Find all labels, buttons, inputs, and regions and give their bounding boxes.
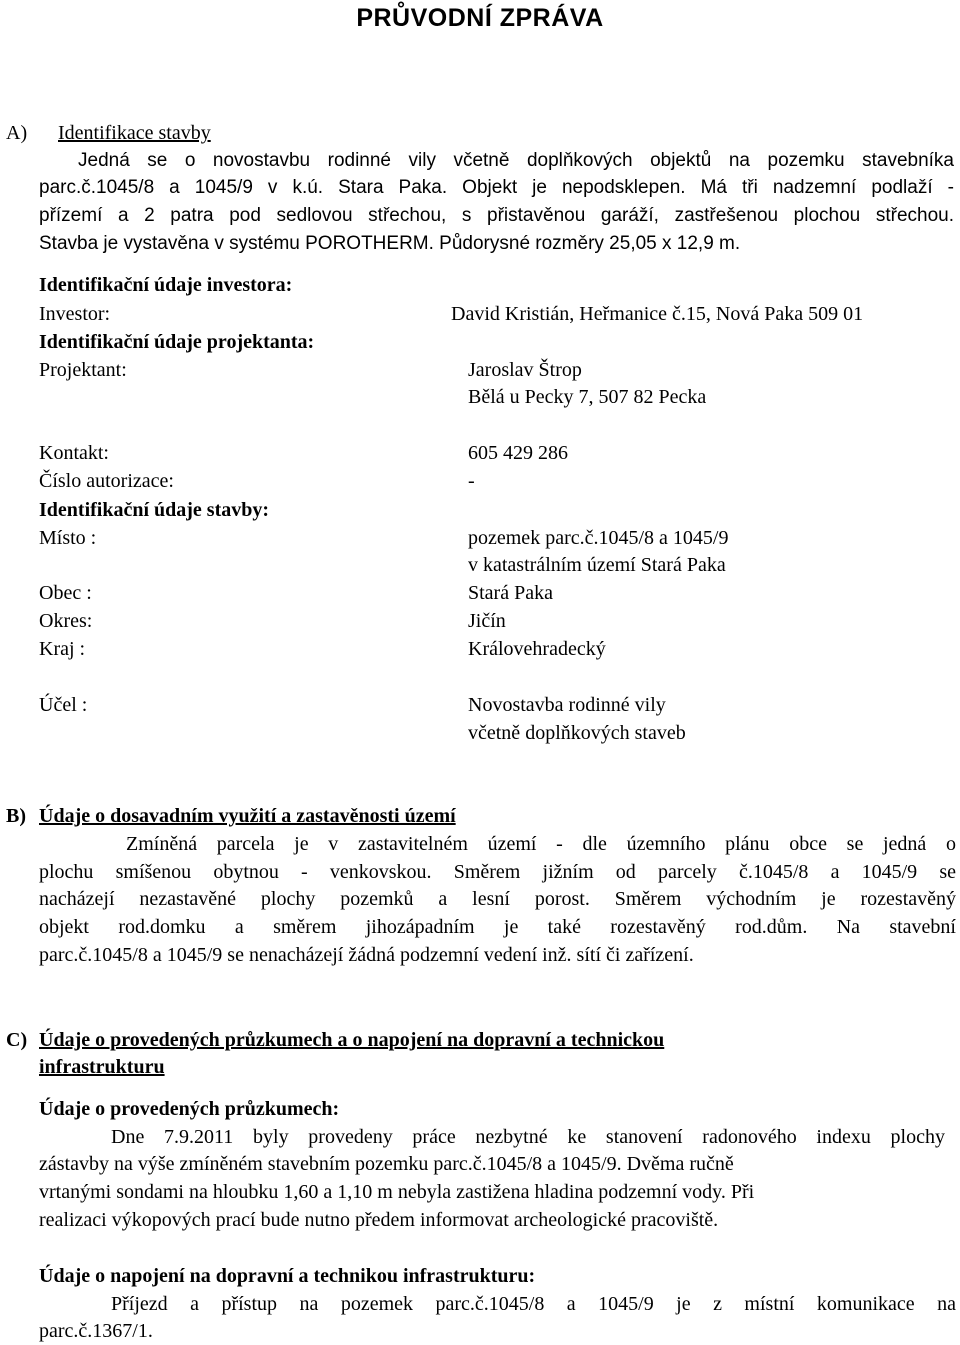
investor-label: Investor: — [39, 303, 111, 325]
designer-label: Projektant: — [39, 359, 127, 381]
section-a-intro-line: Jedná se o novostavbu rodinné vily včetně doplňkových objektů na pozemku stavebníka — [78, 150, 954, 171]
survey-line: Dne 7.9.2011 byly provedeny práce nezbytné ke stanovení radonového indexu plochy — [111, 1126, 945, 1148]
place-value: pozemek parc.č.1045/8 a 1045/9 — [468, 527, 729, 549]
authorization-label: Číslo autorizace: — [39, 470, 174, 492]
section-b-letter: B) — [6, 805, 26, 827]
purpose-label: Účel : — [39, 694, 88, 716]
page-title: PRŮVODNÍ ZPRÁVA — [356, 4, 604, 32]
section-a-intro-line: parc.č.1045/8 a 1045/9 v k.ú. Stara Paka. Objekt je nepodsklepen. Má tři nadzemní podlaží - — [39, 177, 954, 198]
municipality-value: Stará Paka — [468, 582, 553, 604]
region-label: Kraj : — [39, 638, 86, 660]
section-b-line: parc.č.1045/8 a 1045/9 se nenacházejí žádná podzemní vedení inž. sítí či zařízení. — [39, 944, 694, 966]
building-heading: Identifikační údaje stavby: — [39, 499, 270, 521]
region-value: Královehradecký — [468, 638, 606, 660]
contact-label: Kontakt: — [39, 442, 109, 464]
place-label: Místo : — [39, 527, 97, 549]
purpose-value-detail: včetně doplňkových staveb — [468, 722, 686, 744]
connection-line: parc.č.1367/1. — [39, 1320, 153, 1342]
authorization-value: - — [468, 470, 475, 492]
section-b-heading: Údaje o dosavadním využití a zastavěnosti území — [39, 805, 456, 827]
section-b-line: objekt rod.domku a směrem jihozápadním je také rozestavěný rod.dům. Na stavební — [39, 916, 956, 938]
district-value: Jičín — [468, 610, 506, 632]
section-b-line: Zmíněná parcela je v zastavitelném území - dle územního plánu obce se jedná o — [126, 833, 956, 855]
investor-heading: Identifikační údaje investora: — [39, 274, 293, 296]
section-a-intro-line: Stavba je vystavěna v systému POROTHERM. Půdorysné rozměry 25,05 x 12,9 m. — [39, 233, 741, 254]
designer-heading: Identifikační údaje projektanta: — [39, 331, 315, 353]
connection-heading: Údaje o napojení na dopravní a technikou infrastrukturu: — [39, 1265, 536, 1287]
section-b-line: plochu smíšenou obytnou - venkovskou. Směrem jižním od parcely č.1045/8 a 1045/9 se — [39, 861, 956, 883]
investor-value: David Kristián, Heřmanice č.15, Nová Paka 509 01 — [451, 303, 864, 325]
section-a-intro-line: přízemí a 2 patra pod sedlovou střechou, s přistavěnou garáží, zastřešenou plochou střechou. — [39, 205, 954, 226]
designer-address: Bělá u Pecky 7, 507 82 Pecka — [468, 386, 707, 408]
survey-line: zástavby na výše zmíněném stavebním pozemku parc.č.1045/8 a 1045/9. Dvěma ručně — [39, 1153, 734, 1175]
place-value-cadastre: v katastrálním území Stará Paka — [468, 554, 726, 576]
purpose-value: Novostavba rodinné vily — [468, 694, 666, 716]
municipality-label: Obec : — [39, 582, 92, 604]
section-c-letter: C) — [6, 1029, 28, 1051]
section-a-letter: A) — [6, 122, 28, 144]
survey-heading: Údaje o provedených průzkumech: — [39, 1098, 340, 1120]
section-b-line: nacházejí nezastavěné plochy pozemků a lesní porost. Směrem východním je rozestavěný — [39, 888, 956, 910]
contact-value: 605 429 286 — [468, 442, 568, 464]
section-a-heading: Identifikace stavby — [58, 122, 211, 144]
designer-name: Jaroslav Štrop — [468, 359, 582, 381]
survey-line: realizaci výkopových prací bude nutno předem informovat archeologické pracoviště. — [39, 1209, 719, 1231]
section-c-heading-cont: infrastrukturu — [39, 1056, 165, 1078]
district-label: Okres: — [39, 610, 93, 632]
survey-line: vrtanými sondami na hloubku 1,60 a 1,10 m nebyla zastižena hladina podzemní vody. Při — [39, 1181, 755, 1203]
section-c-heading: Údaje o provedených průzkumech a o napojení na dopravní a technickou — [39, 1029, 665, 1051]
connection-line: Příjezd a přístup na pozemek parc.č.1045/8 a 1045/9 je z místní komunikace na — [111, 1293, 956, 1315]
